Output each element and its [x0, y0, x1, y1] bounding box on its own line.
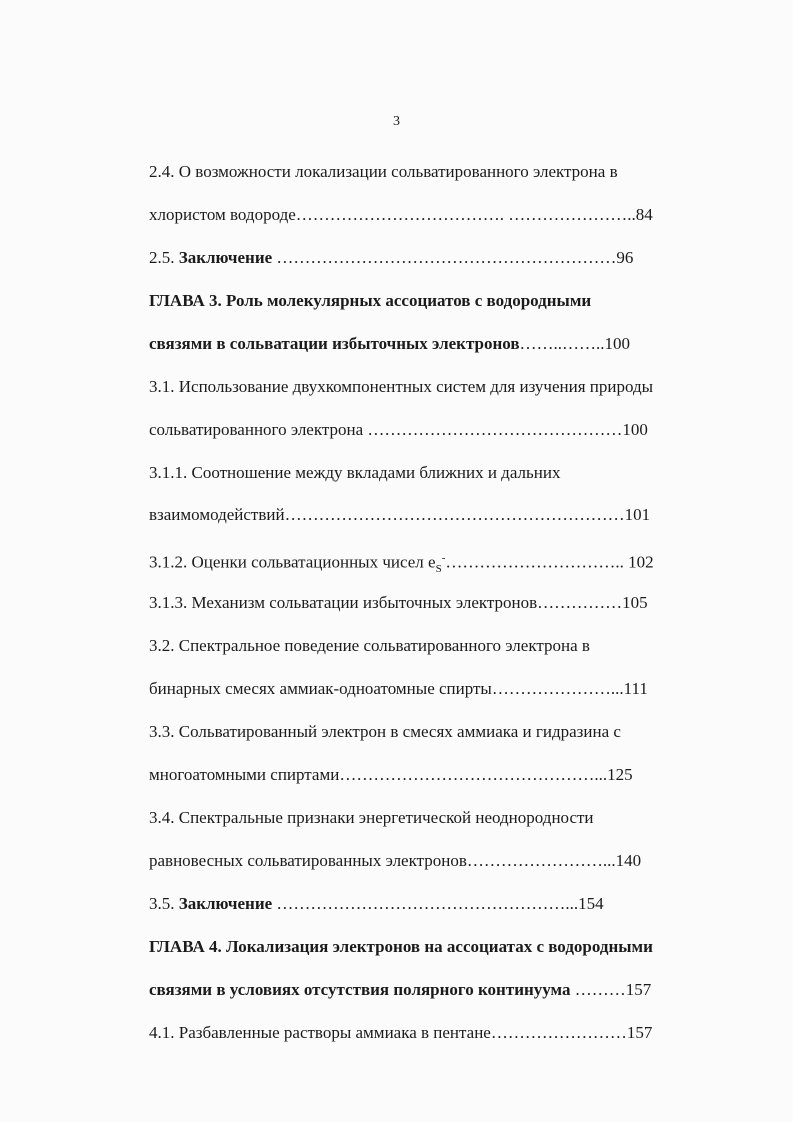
toc-line: 3.2. Спектральное поведение сольватированного электрона в	[149, 636, 590, 655]
chapter-heading: ГЛАВА 3. Роль молекулярных ассоциатов с водородными	[149, 291, 592, 310]
toc-line: 3.1.2. Оценки сольватационных чисел $e_S^-\dots\dots\dots\dots\dots\dots\dots\dots\dots\dots$.. 102	[149, 552, 654, 576]
toc-line: равновесных сольватированных электронов……………………...140	[149, 851, 642, 870]
toc-line: хлористом водороде………………………………. …………………..84	[149, 205, 653, 224]
toc-line: 3.1.1. Соотношение между вкладами ближних и дальних	[149, 463, 561, 482]
toc-line: сольватированного электрона ………………………………………100	[149, 420, 648, 439]
toc-line: 3.1. Использование двухкомпонентных систем для изучения природы	[149, 377, 654, 396]
toc-line: 2.4. О возможности локализации сольватированного электрона в	[149, 162, 618, 181]
chapter-heading: связями в сольватации избыточных электронов……..……..100	[149, 334, 631, 353]
toc-line: 3.1.3. Механизм сольватации избыточных электронов……………105	[149, 593, 648, 612]
toc-line: 2.5. Заключение ……………………………………………………96	[149, 248, 634, 267]
toc-line: 3.5. Заключение ……………………………………………...154	[149, 894, 604, 913]
toc-line: взаимомодействий……………………………………………………101	[149, 505, 651, 524]
toc-line: многоатомными спиртами………………………………………...125	[149, 765, 633, 784]
toc-line: 3.4. Спектральные признаки энергетической неоднородности	[149, 808, 594, 827]
toc-line: бинарных смесях аммиак-одноатомные спирты…………………...111	[149, 679, 648, 698]
page-number: 3	[393, 114, 400, 129]
chapter-heading: ГЛАВА 4. Локализация электронов на ассоциатах с водородными	[149, 937, 653, 956]
toc-line: 4.1. Разбавленные растворы аммиака в пентане……………………157	[149, 1023, 653, 1042]
chapter-heading: связями в условиях отсутствия полярного континуума ………157	[149, 980, 652, 999]
toc-line: 3.3. Сольватированный электрон в смесях аммиака и гидразина с	[149, 722, 621, 741]
